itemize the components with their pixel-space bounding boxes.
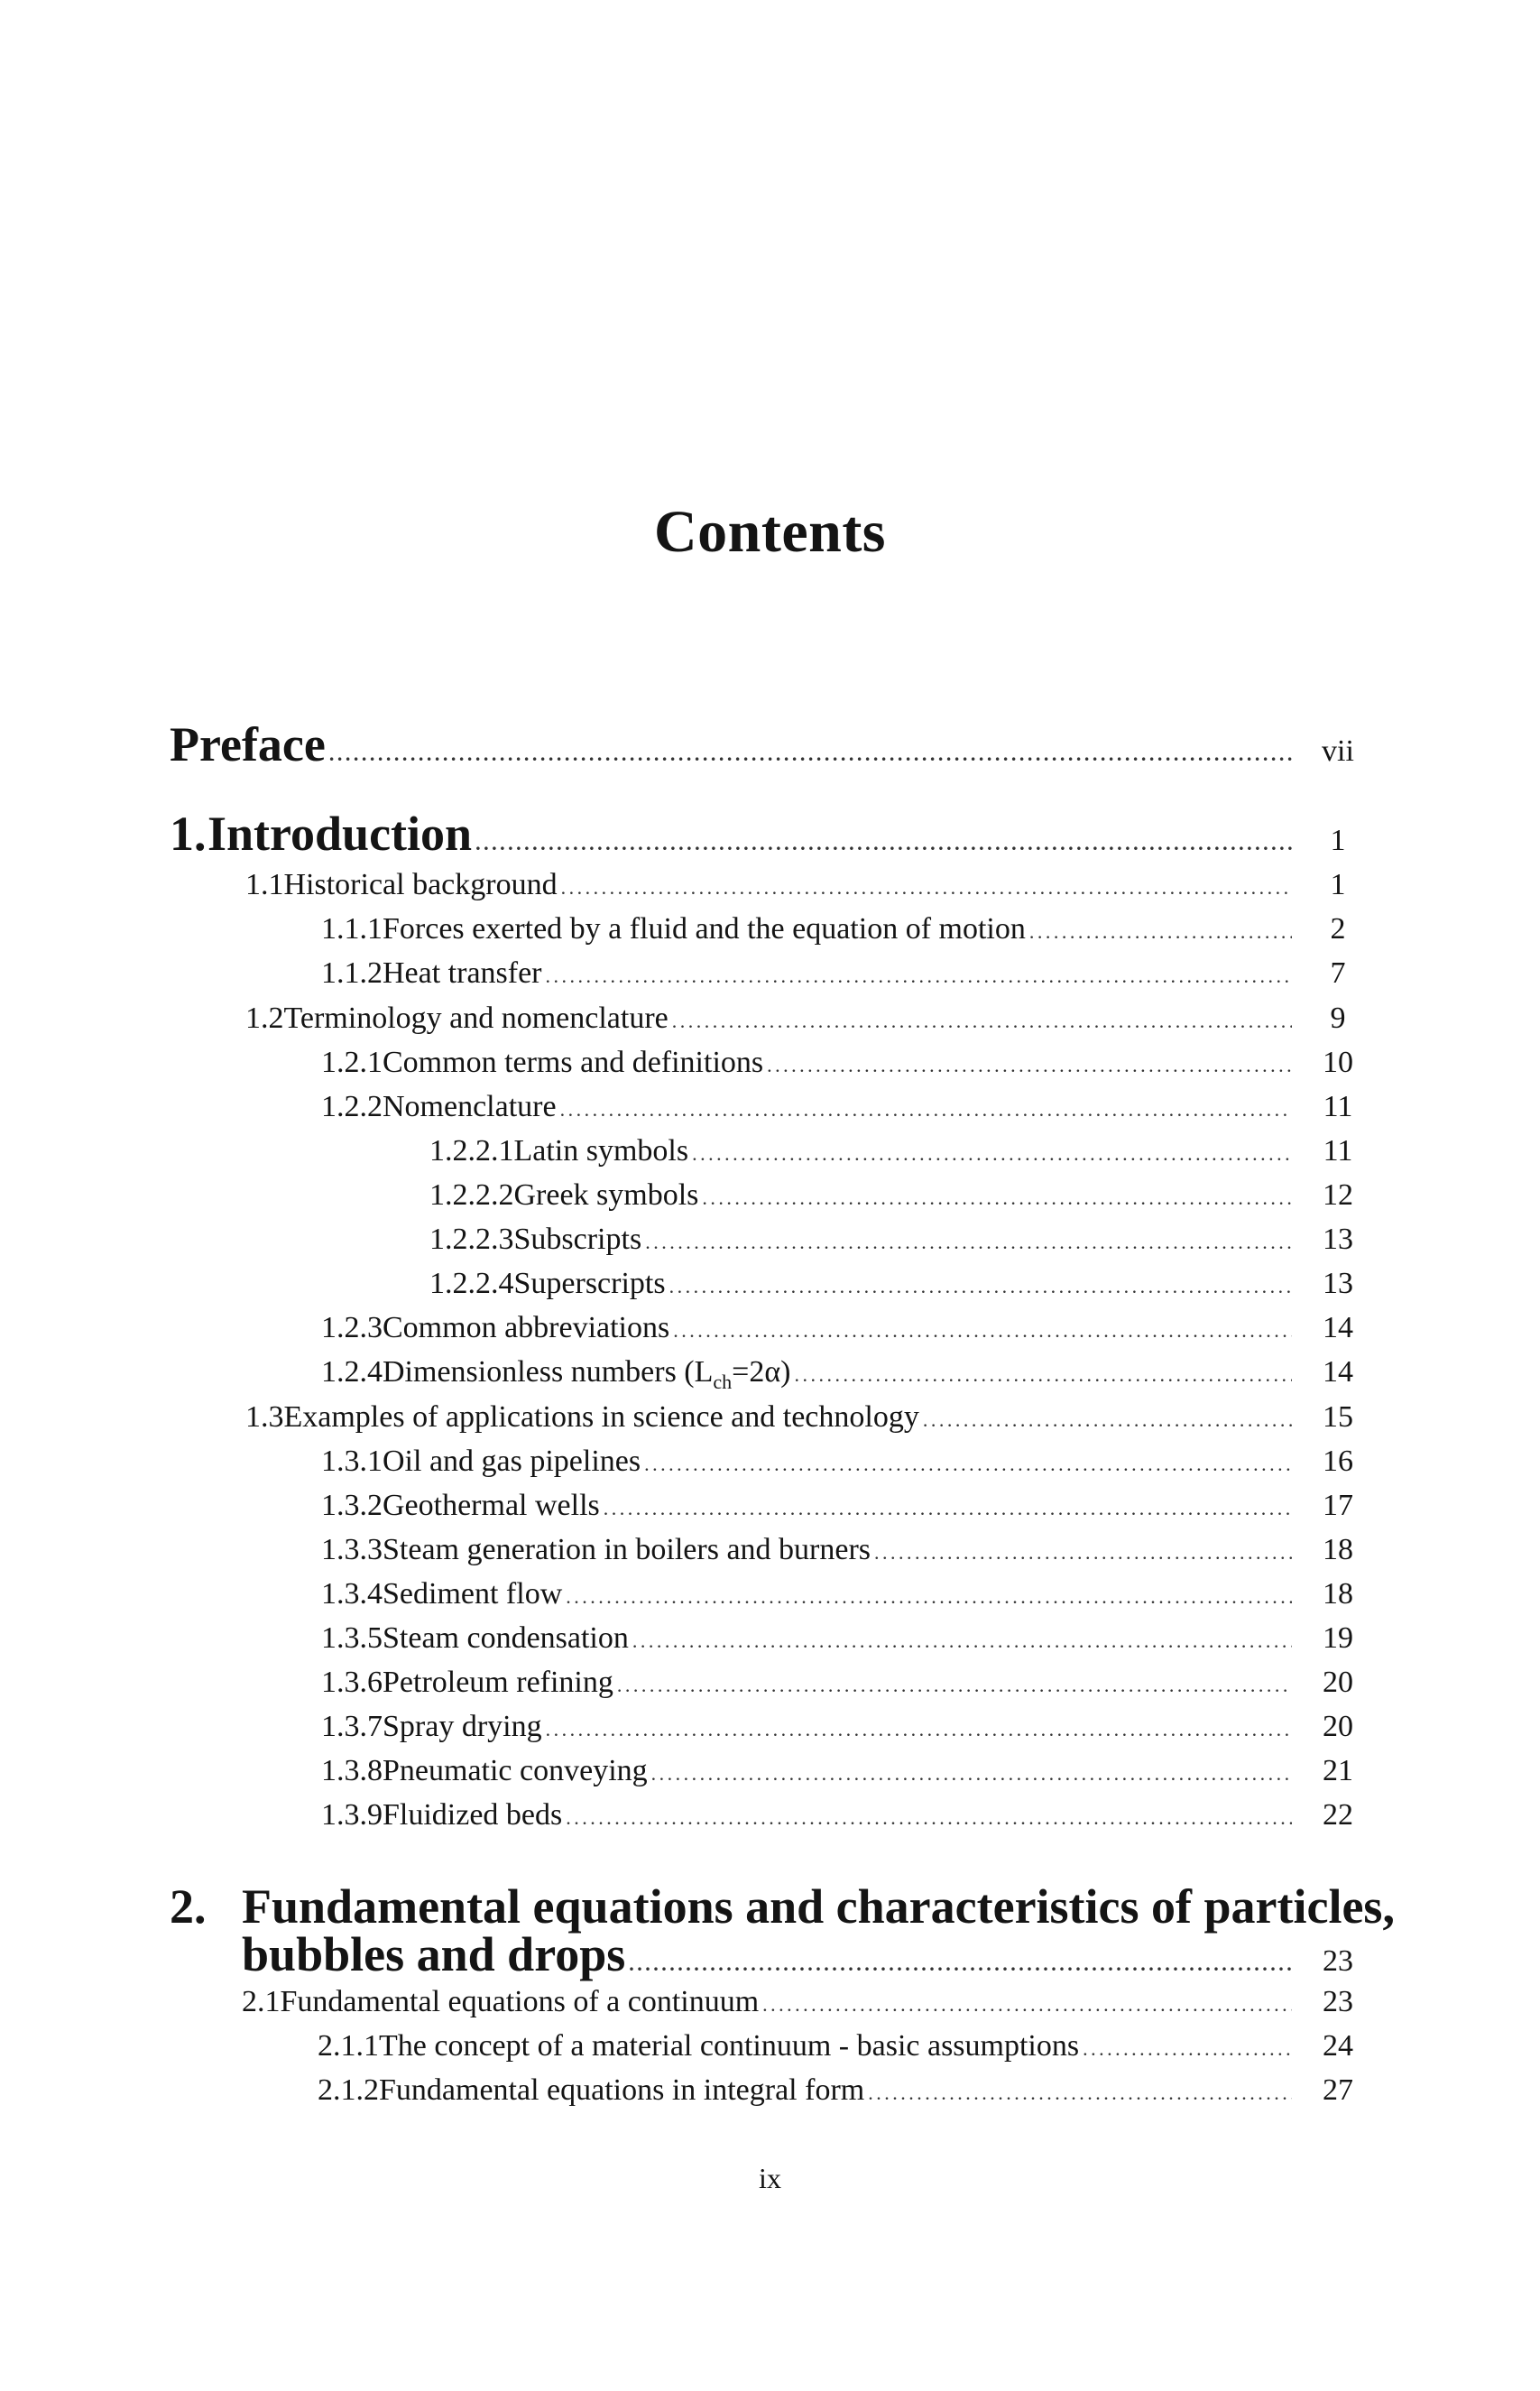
- toc-entry[interactable]: [321, 912, 1379, 946]
- leader-dots: [692, 1134, 1292, 1168]
- toc-entry[interactable]: [321, 956, 1379, 991]
- toc-entry-preface[interactable]: [170, 716, 1379, 772]
- toc-page: 9: [1330, 1002, 1346, 1035]
- toc-label: Heat transfer: [383, 956, 542, 990]
- toc-entry[interactable]: [321, 1090, 1379, 1124]
- section-number: 1.3.4: [321, 1577, 383, 1611]
- leader-dots: [632, 1621, 1292, 1656]
- toc-entry[interactable]: [429, 1178, 1379, 1213]
- toc-label: Sediment flow: [383, 1577, 563, 1611]
- leader-dots: [629, 1926, 1292, 1982]
- section-number: 1.3.1: [321, 1445, 383, 1478]
- section-number: 1.1.2: [321, 956, 383, 990]
- leader-dots: [673, 1311, 1292, 1345]
- toc-label: Nomenclature: [383, 1090, 557, 1123]
- toc-entry[interactable]: [429, 1267, 1379, 1301]
- toc-page: 11: [1323, 1090, 1353, 1123]
- leader-dots: [794, 1355, 1292, 1389]
- leader-dots: [546, 956, 1292, 991]
- toc-label: Fundamental equations of a continuum: [280, 1985, 760, 2018]
- section-number: 1.2.2.1: [429, 1134, 514, 1168]
- toc-page: 22: [1323, 1798, 1353, 1832]
- label-subscript: ch: [713, 1370, 733, 1393]
- section-number: 1.2: [245, 1002, 284, 1035]
- section-number: 1.2.4: [321, 1355, 383, 1389]
- leader-dots: [669, 1267, 1292, 1301]
- toc-label: Subscripts: [513, 1223, 642, 1256]
- leader-dots: [566, 1798, 1292, 1832]
- toc-label: Oil and gas pipelines: [383, 1445, 641, 1478]
- leader-dots: [604, 1489, 1292, 1523]
- toc-label: bubbles and drops: [242, 1927, 626, 1981]
- section-number: 1.2.2: [321, 1090, 383, 1123]
- leader-dots: [767, 1046, 1292, 1080]
- section-number: 2.1.2: [318, 2073, 379, 2107]
- toc-label: Examples of applications in science and technology: [283, 1400, 919, 1434]
- section-number: 1.3: [245, 1400, 284, 1434]
- leader-dots: [702, 1178, 1292, 1213]
- toc-page: vii: [1322, 734, 1354, 768]
- toc-entry[interactable]: [321, 1798, 1379, 1832]
- toc-page: 17: [1323, 1489, 1353, 1522]
- section-number: 1.1: [245, 868, 284, 901]
- toc-label: Introduction: [207, 807, 473, 861]
- toc-entry[interactable]: [321, 1577, 1379, 1611]
- toc-page: 15: [1323, 1400, 1353, 1434]
- toc-entry-chapter-2[interactable]: [242, 1926, 1379, 1982]
- label-suffix: =2α): [732, 1355, 791, 1389]
- toc-page: 19: [1323, 1621, 1353, 1655]
- section-number: 1.3.8: [321, 1754, 383, 1787]
- section-number: 1.2.2.2: [429, 1178, 514, 1212]
- toc-entry[interactable]: [321, 1666, 1379, 1700]
- leader-dots: [874, 1533, 1292, 1567]
- toc-entry[interactable]: [318, 2073, 1379, 2108]
- chapter-number: 2.: [170, 1879, 207, 1934]
- toc-entry[interactable]: [321, 1533, 1379, 1567]
- leader-dots: [1083, 2029, 1292, 2063]
- toc-page: 2: [1330, 912, 1346, 946]
- toc-page: 18: [1323, 1533, 1353, 1566]
- chapter-number: 1.: [170, 807, 207, 861]
- toc-entry[interactable]: [321, 1710, 1379, 1744]
- toc-entry[interactable]: [245, 1400, 1379, 1435]
- leader-dots: [560, 1090, 1292, 1124]
- toc-label: Petroleum refining: [383, 1666, 613, 1699]
- toc-label: Fundamental equations in integral form: [379, 2073, 865, 2107]
- leader-dots: [566, 1577, 1292, 1611]
- leader-dots: [329, 716, 1292, 772]
- leader-dots: [672, 1002, 1292, 1036]
- section-number: 1.1.1: [321, 912, 383, 946]
- toc-label: The concept of a material continuum - basic assumptions: [379, 2029, 1080, 2063]
- toc-label: Geothermal wells: [383, 1489, 600, 1522]
- toc-entry[interactable]: [321, 1311, 1379, 1345]
- toc-label: Preface: [170, 717, 326, 771]
- toc-page: 11: [1323, 1134, 1353, 1168]
- leader-dots: [868, 2073, 1292, 2108]
- section-number: 2.1.1: [318, 2029, 379, 2063]
- leader-dots: [475, 806, 1292, 862]
- toc-page: 18: [1323, 1577, 1353, 1611]
- toc-page: 1: [1330, 824, 1346, 857]
- toc-label: Latin symbols: [513, 1134, 689, 1168]
- leader-dots: [1029, 912, 1292, 946]
- toc-label: Terminology and nomenclature: [283, 1002, 669, 1035]
- toc-label: Common abbreviations: [383, 1311, 670, 1344]
- toc-entry[interactable]: [429, 1134, 1379, 1168]
- toc-label: Fluidized beds: [383, 1798, 563, 1832]
- toc-label: Historical background: [283, 868, 558, 901]
- page-number: ix: [759, 2162, 781, 2194]
- section-number: 1.3.3: [321, 1533, 383, 1566]
- toc-page: 23: [1323, 1985, 1353, 2018]
- toc-label: Superscripts: [513, 1267, 666, 1300]
- toc-label: [383, 1355, 790, 1394]
- toc-page: 12: [1323, 1178, 1353, 1212]
- toc-page: 10: [1323, 1046, 1353, 1079]
- toc-page: 27: [1323, 2073, 1353, 2107]
- toc-label: Pneumatic conveying: [383, 1754, 648, 1787]
- section-number: 1.3.7: [321, 1710, 383, 1743]
- toc-entry[interactable]: [318, 2029, 1379, 2063]
- leader-dots: [645, 1223, 1292, 1257]
- toc-entry[interactable]: [242, 1985, 1379, 2019]
- toc-entry[interactable]: [321, 1621, 1379, 1656]
- section-number: 1.3.9: [321, 1798, 383, 1832]
- section-number: 2.1: [242, 1985, 281, 2018]
- toc-label: Spray drying: [383, 1710, 542, 1743]
- page-title: Contents: [653, 499, 886, 565]
- toc-page: 14: [1323, 1355, 1353, 1389]
- toc-label: Greek symbols: [513, 1178, 699, 1212]
- toc-entry[interactable]: [321, 1046, 1379, 1080]
- toc-label: Common terms and definitions: [383, 1046, 764, 1079]
- toc-page: 24: [1323, 2029, 1353, 2063]
- toc-page: 1: [1330, 868, 1346, 901]
- label-prefix: Dimensionless numbers (L: [383, 1355, 714, 1389]
- toc-page: 13: [1323, 1267, 1353, 1300]
- toc-page: 16: [1323, 1445, 1353, 1478]
- toc-entry-chapter-1[interactable]: [170, 806, 1379, 862]
- leader-dots: [561, 868, 1292, 902]
- section-number: 1.3.5: [321, 1621, 383, 1655]
- toc-page: 21: [1323, 1754, 1353, 1787]
- leader-dots: [762, 1985, 1292, 2019]
- toc-label: Fundamental equations and characteristics of particles,: [242, 1879, 1395, 1934]
- section-number: 1.2.2.4: [429, 1267, 514, 1300]
- section-number: 1.2.2.3: [429, 1223, 514, 1256]
- toc-page: 20: [1323, 1666, 1353, 1699]
- toc-page: 20: [1323, 1710, 1353, 1743]
- toc-label: Forces exerted by a fluid and the equation of motion: [383, 912, 1026, 946]
- toc-page: 7: [1330, 956, 1346, 990]
- toc-page: 14: [1323, 1311, 1353, 1344]
- leader-dots: [923, 1400, 1292, 1435]
- leader-dots: [546, 1710, 1292, 1744]
- toc-page: 13: [1323, 1223, 1353, 1256]
- toc-entry[interactable]: [321, 1489, 1379, 1523]
- toc-entry[interactable]: [245, 1002, 1379, 1036]
- leader-dots: [644, 1445, 1292, 1479]
- section-number: 1.2.1: [321, 1046, 383, 1079]
- leader-dots: [617, 1666, 1292, 1700]
- section-number: 1.2.3: [321, 1311, 383, 1344]
- toc-entry[interactable]: [321, 1355, 1379, 1394]
- leader-dots: [651, 1754, 1292, 1788]
- section-number: 1.3.2: [321, 1489, 383, 1522]
- toc-page: 23: [1323, 1944, 1353, 1978]
- toc-entry[interactable]: [245, 868, 1379, 902]
- toc-label: Steam condensation: [383, 1621, 629, 1655]
- toc-entry[interactable]: [429, 1223, 1379, 1257]
- toc-entry[interactable]: [321, 1445, 1379, 1479]
- toc-entry[interactable]: [321, 1754, 1379, 1788]
- section-number: 1.3.6: [321, 1666, 383, 1699]
- toc-label: Steam generation in boilers and burners: [383, 1533, 871, 1566]
